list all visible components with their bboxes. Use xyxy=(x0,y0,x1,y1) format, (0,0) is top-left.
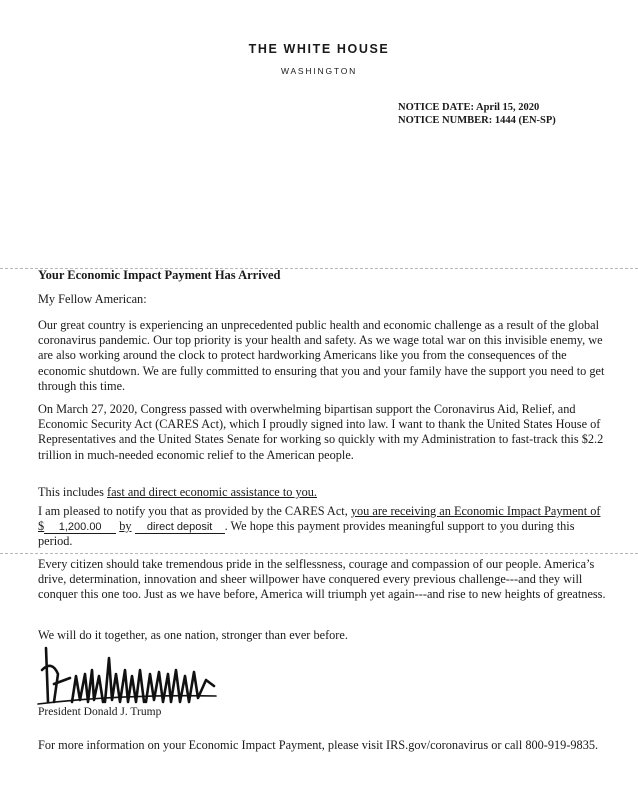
paragraph-3 xyxy=(38,485,608,500)
notice-date: NOTICE DATE: April 15, 2020 xyxy=(398,102,540,113)
notice-number: NOTICE NUMBER: 1444 (EN-SP) xyxy=(398,115,556,126)
letterhead-title: THE WHITE HOUSE xyxy=(248,42,390,56)
paragraph-3-underlined: fast and direct economic assistance to you. xyxy=(107,485,318,499)
paragraph-4-prefix: I am pleased to notify you that as provided by the CARES Act, xyxy=(38,504,351,518)
paragraph-4-underlined: you are receiving an Economic Impact Payment of $ xyxy=(38,504,601,534)
handwritten-signature-icon xyxy=(32,640,222,715)
letterhead-subtitle: WASHINGTON xyxy=(280,66,358,76)
perforation-divider-bottom xyxy=(0,553,638,554)
paragraph-7: For more information on your Economic Impact Payment, please visit IRS.gov/coronavirus or call 800-919-9835. xyxy=(38,738,599,752)
letter-title: Your Economic Impact Payment Has Arrived xyxy=(38,268,281,282)
paragraph-1: Our great country is experiencing an unprecedented public health and economic challenge as a result of the global coronavirus pandemic. Our top priority is your health and safety. As we wage total war on this invisible enemy, we are also working around the clock to protect hardworking Americans like you from the consequences of the economic shutdown. We are fully committed to ensuring that you and your family have the support you need to get through this time. xyxy=(38,318,605,393)
paragraph-2: On March 27, 2020, Congress passed with overwhelming bipartisan support the Coronavirus Aid, Relief, and Economic Security Act (CARES Act), which I proudly signed into law. I want to thank the United States House of Representatives and the United States Senate for working so quickly with my Administration to fast-track this $2.2 trillion in much-needed economic relief to the American people. xyxy=(38,402,604,462)
signer-name: President Donald J. Trump xyxy=(38,706,162,718)
payment-method: direct deposit xyxy=(135,521,225,534)
notice-block xyxy=(398,101,556,127)
paragraph-4 xyxy=(38,504,608,550)
paragraph-4-suffix: . We hope this payment provides meaningful support to you during this period. xyxy=(38,519,575,549)
payment-amount: 1,200.00 xyxy=(44,521,116,534)
paragraph-6: We will do it together, as one nation, stronger than ever before. xyxy=(38,628,348,642)
paragraph-3-prefix: This includes xyxy=(38,485,107,499)
paragraph-4-by: by xyxy=(119,519,132,534)
greeting: My Fellow American: xyxy=(38,292,147,306)
paragraph-5: Every citizen should take tremendous pride in the selflessness, courage and compassion of our people. America’s drive, determination, innovation and sheer willpower have conquered every previous challenge---and they will conquer this one too. Just as we have before, America will triumph yet again---and rise to new heights of greatness. xyxy=(38,557,606,602)
